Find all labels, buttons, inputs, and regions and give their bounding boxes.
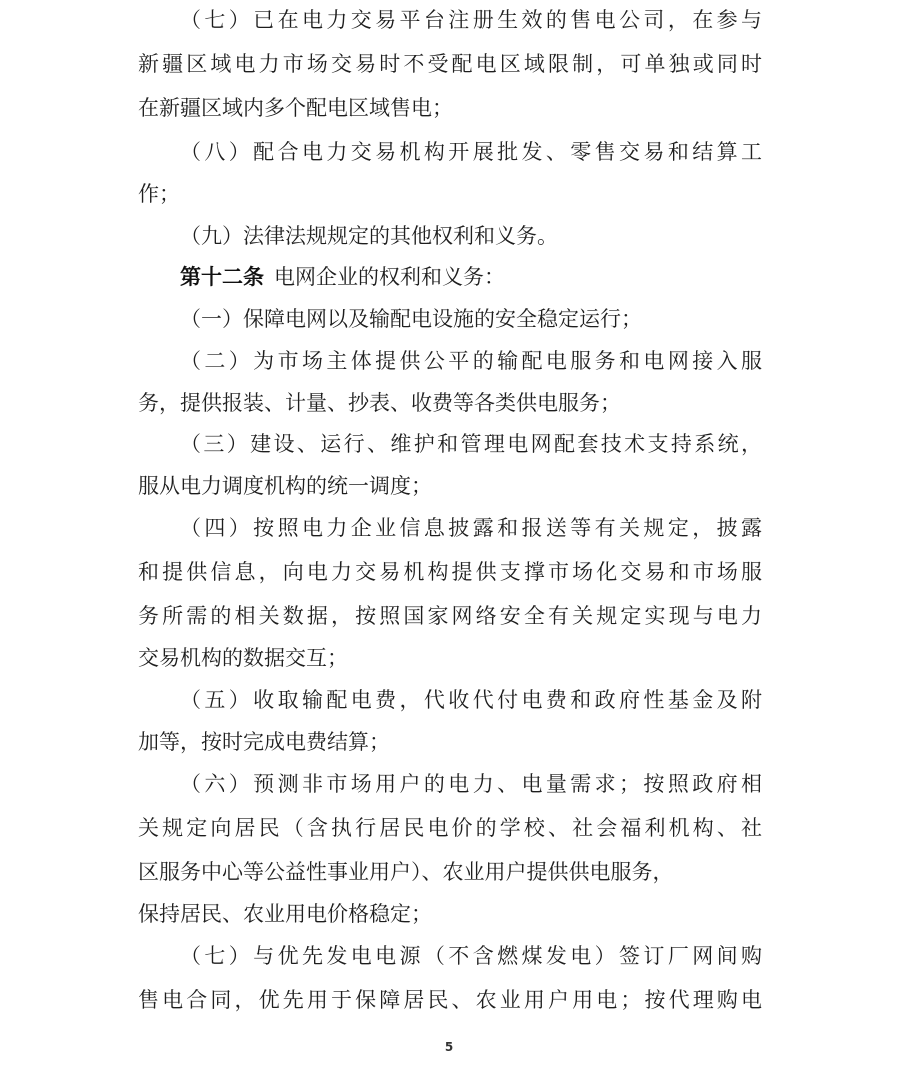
paragraph-line: 交易机构的数据交互； — [138, 646, 348, 670]
paragraph-line: 务所需的相关数据，按照国家网络安全有关规定实现与电力 — [138, 604, 762, 628]
paragraph-line: 加等，按时完成电费结算； — [138, 730, 390, 754]
paragraph-line: （九）法律法规规定的其他权利和义务。 — [180, 224, 558, 248]
paragraph-line: 关规定向居民（含执行居民电价的学校、社会福利机构、社 — [138, 816, 762, 840]
paragraph-line: （五）收取输配电费，代收代付电费和政府性基金及附 — [180, 688, 762, 712]
paragraph-line: 区服务中心等公益性事业用户）、农业用户提供供电服务， — [138, 860, 674, 884]
paragraph-line: （七）已在电力交易平台注册生效的售电公司，在参与 — [180, 8, 762, 32]
paragraph-line: 作； — [138, 182, 180, 206]
article-title: 电网企业的权利和义务： — [274, 265, 505, 289]
article-number: 第十二条 — [180, 265, 264, 289]
paragraph-line: 在新疆区域内多个配电区域售电； — [138, 96, 453, 120]
page-number: 5 — [444, 1040, 454, 1054]
paragraph-line: 售电合同，优先用于保障居民、农业用户用电；按代理购电 — [138, 988, 762, 1012]
paragraph-line: 服从电力调度机构的统一调度； — [138, 474, 432, 498]
paragraph-line: （八）配合电力交易机构开展批发、零售交易和结算工 — [180, 140, 762, 164]
paragraph-line: （六）预测非市场用户的电力、电量需求；按照政府相 — [180, 772, 762, 796]
paragraph-line: 和提供信息，向电力交易机构提供支撑市场化交易和市场服 — [138, 560, 762, 584]
paragraph-line: （四）按照电力企业信息披露和报送等有关规定，披露 — [180, 516, 762, 540]
paragraph-line: （二）为市场主体提供公平的输配电服务和电网接入服 — [180, 349, 762, 373]
paragraph-line: 务，提供报装、计量、抄表、收费等各类供电服务； — [138, 391, 621, 415]
paragraph-line: 保持居民、农业用电价格稳定； — [138, 902, 432, 926]
article-heading — [180, 262, 505, 292]
paragraph-line: 新疆区域电力市场交易时不受配电区域限制，可单独或同时 — [138, 52, 762, 76]
paragraph-line: （一）保障电网以及输配电设施的安全稳定运行； — [180, 307, 642, 331]
paragraph-line: （七）与优先发电电源（不含燃煤发电）签订厂网间购 — [180, 944, 762, 968]
paragraph-line: （三）建设、运行、维护和管理电网配套技术支持系统， — [180, 432, 762, 456]
